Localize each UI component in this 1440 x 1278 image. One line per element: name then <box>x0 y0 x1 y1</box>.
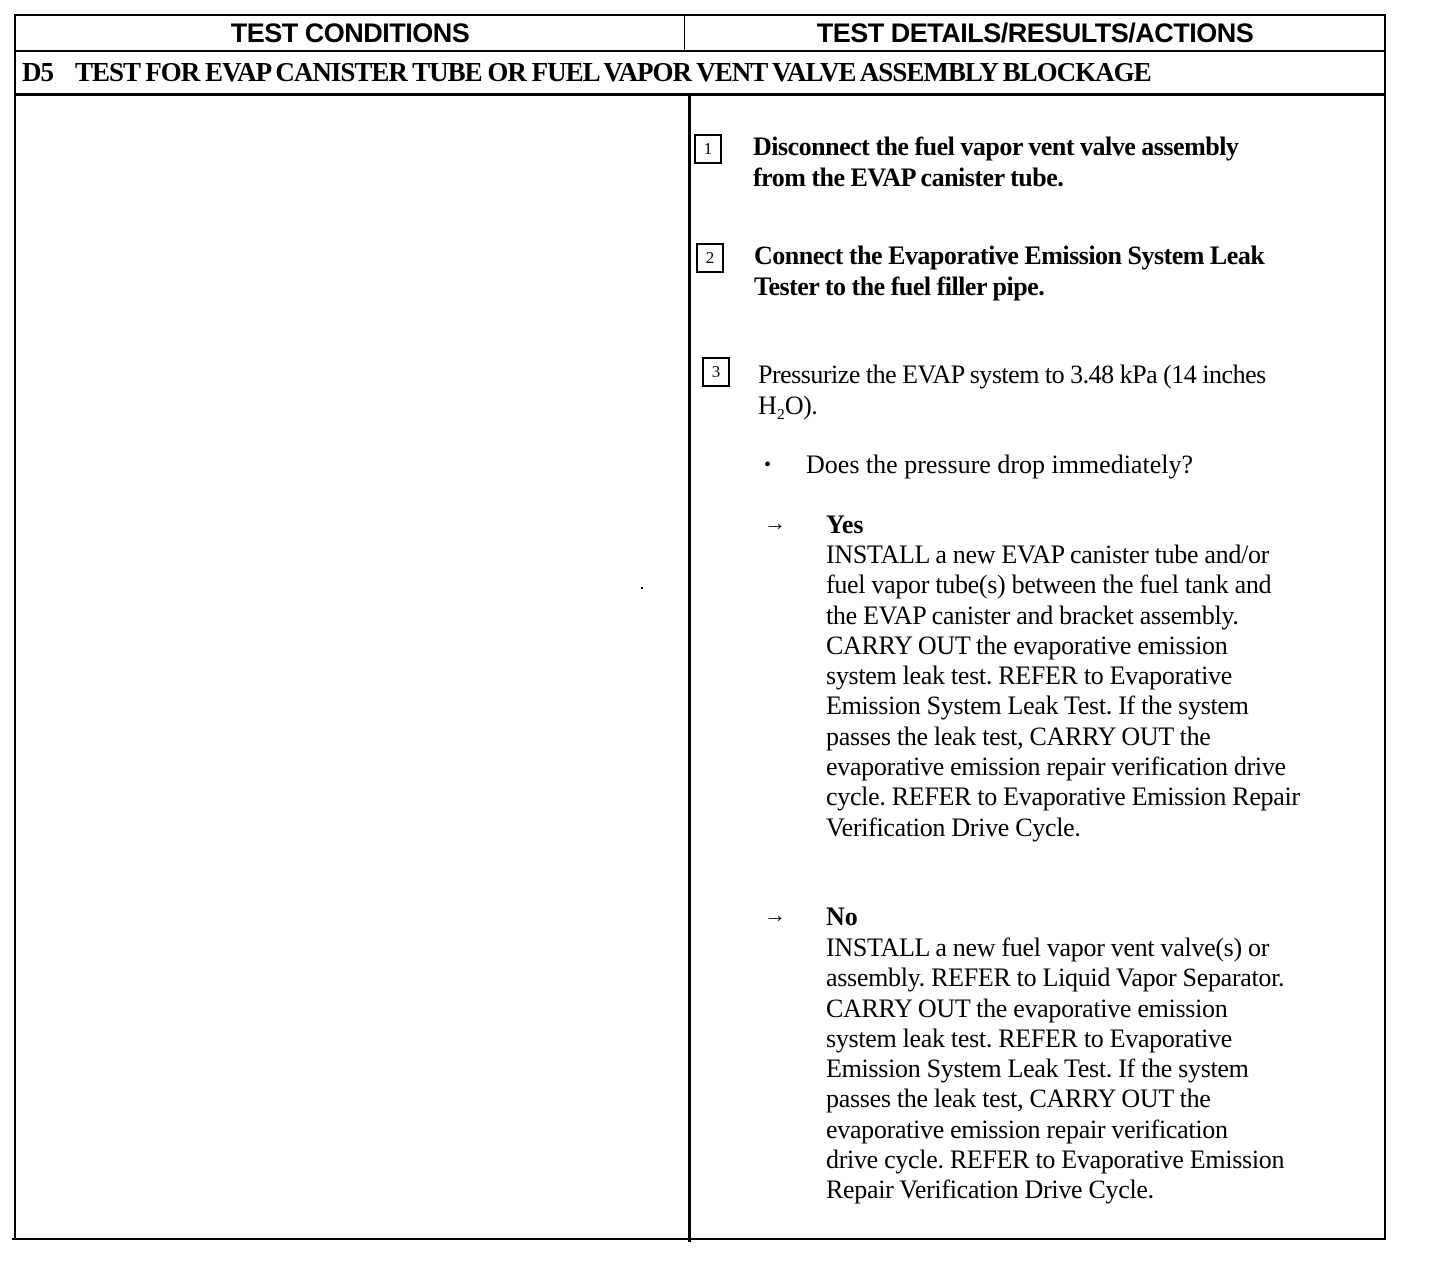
step-2-text: Connect the Evaporative Emission System Leak Tester to the fuel filler pipe. <box>754 241 1265 301</box>
yes-arrow-icon: → <box>764 510 786 535</box>
test-conditions-header: TEST CONDITIONS <box>230 17 470 48</box>
yes-label: Yes <box>826 510 864 539</box>
step-3-number: 3 <box>702 357 730 387</box>
test-title: TEST FOR EVAP CANISTER TUBE OR FUEL VAPOR VENT VALVE ASSEMBLY BLOCKAGE <box>75 56 1151 87</box>
table-bottom-rule <box>12 1238 1386 1240</box>
step-2-number: 2 <box>696 243 724 273</box>
no-label: No <box>826 902 858 931</box>
title-rule <box>16 93 1384 96</box>
step-3-text: Pressurize the EVAP system to 3.48 kPa (14 inches H₂O). <box>758 360 1266 420</box>
speck <box>641 587 643 589</box>
question-bullet: • <box>764 454 772 476</box>
test-title-row <box>22 52 1151 92</box>
test-details-header: TEST DETAILS/RESULTS/ACTIONS <box>816 17 1254 48</box>
step-1-number: 1 <box>694 134 722 164</box>
column-divider <box>688 96 691 1242</box>
test-id: D5 <box>22 56 53 87</box>
no-action-text: INSTALL a new fuel vapor vent valve(s) or assembly. REFER to Liquid Vapor Separator. CARRY OUT the evaporative emission system leak test. REFER to Evaporative Emission System Leak Test. If the system passes the leak test, CARRY OUT the evaporative emission repair verification drive cycle. REFER to Evaporative Emission Repair Verification Drive Cycle. <box>826 933 1285 1205</box>
question-text: Does the pressure drop immediately? <box>806 450 1193 479</box>
step-1-text: Disconnect the fuel vapor vent valve assembly from the EVAP canister tube. <box>753 132 1239 192</box>
no-arrow-icon: → <box>764 902 786 927</box>
yes-action-text: INSTALL a new EVAP canister tube and/or fuel vapor tube(s) between the fuel tank and the EVAP canister and bracket assembly. CARRY OUT the evaporative emission system leak test. REFER to Evaporative Emission System Leak Test. If the system passes the leak test, CARRY OUT the evaporative emission repair verification drive cycle. REFER to Evaporative Emission Repair Verification Drive Cycle. <box>826 540 1300 842</box>
